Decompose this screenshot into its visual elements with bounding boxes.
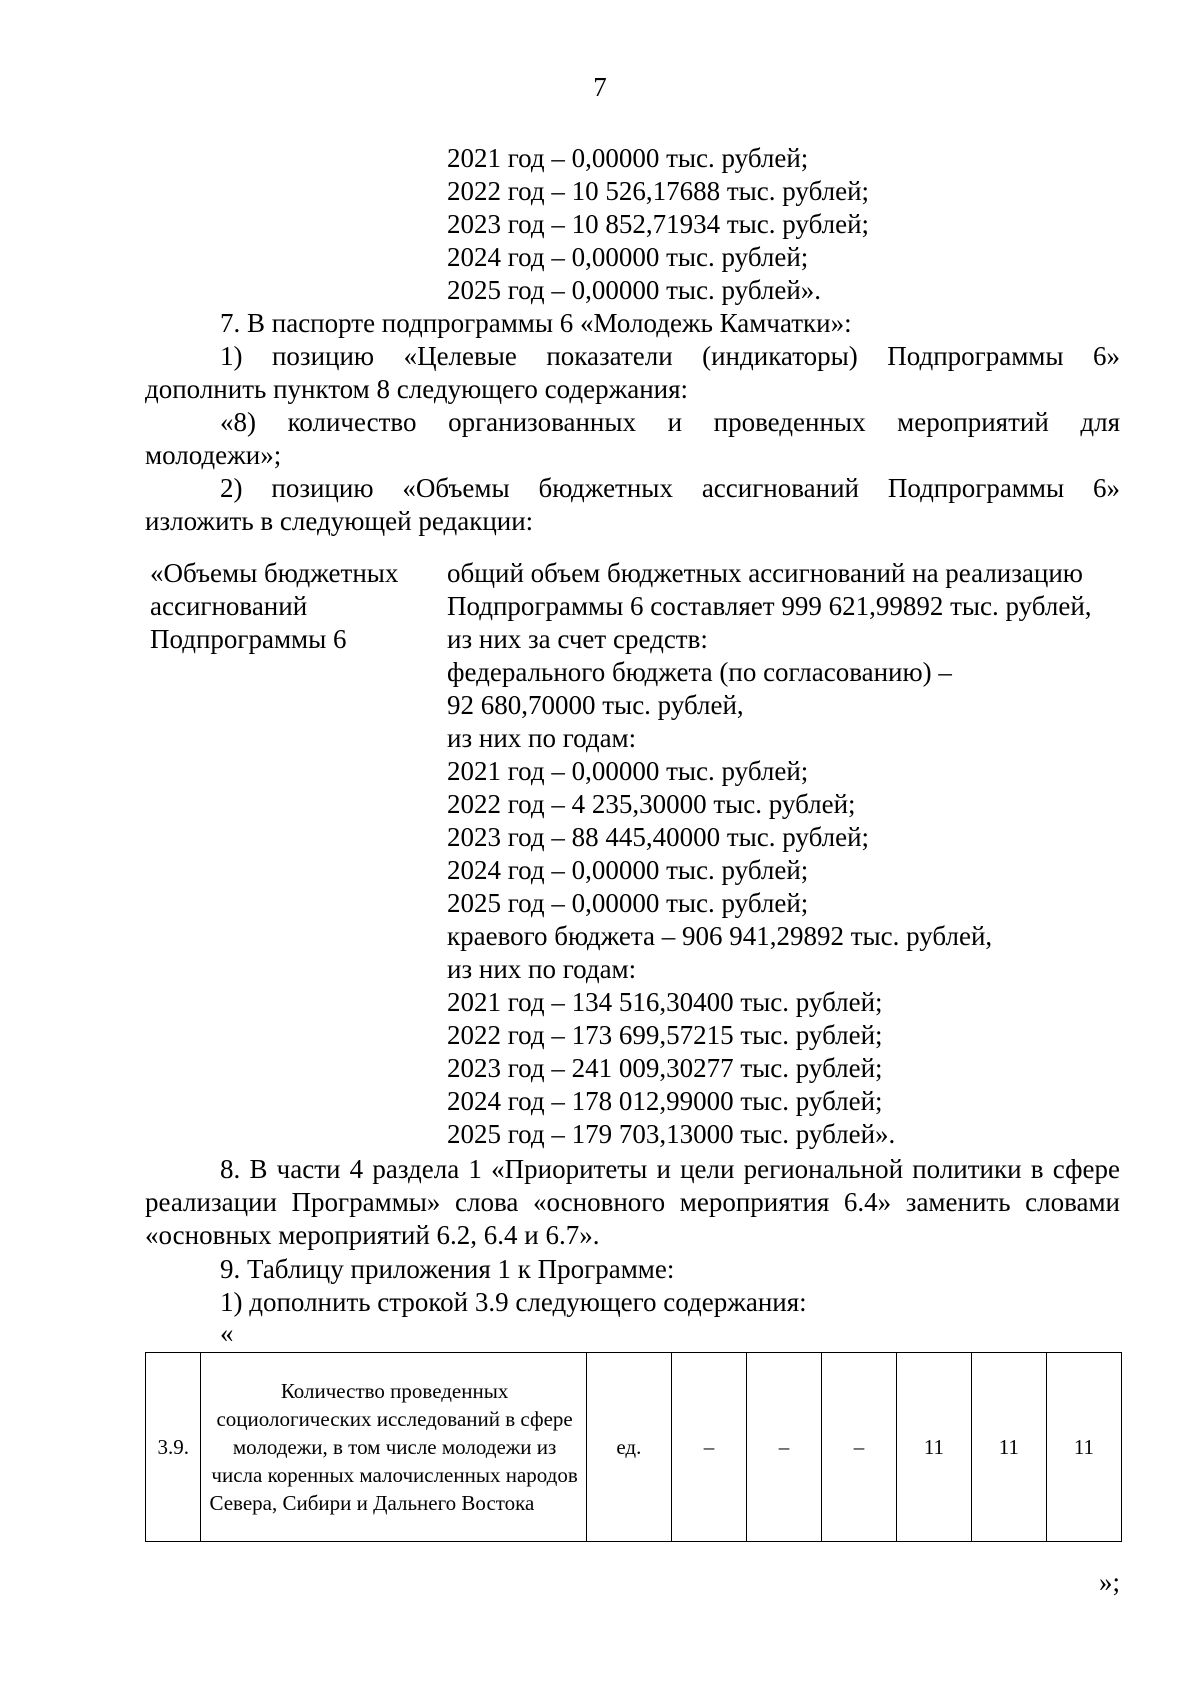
value-cell: – <box>671 1353 746 1542</box>
item-8-line1: 8. В части 4 раздела 1 «Приоритеты и цели региональной политики в сфере <box>220 1154 1120 1184</box>
item-7 <box>145 307 1120 538</box>
item-9-sub1: 1) дополнить строкой 3.9 следующего содержания: <box>220 1287 807 1317</box>
passport-line: Подпрограммы 6 составляет 999 621,99892 тыс. рублей, <box>447 591 1092 621</box>
year-line: 2023 год – 10 852,71934 тыс. рублей; <box>447 209 870 239</box>
value-cell: 11 <box>1046 1353 1121 1542</box>
passport-line: из них за счет средств: <box>447 624 708 654</box>
item-9-heading: 9. Таблицу приложения 1 к Программе: <box>220 1254 675 1284</box>
item-7-quote8-first: «8) количество организованных и проведенных мероприятий для <box>220 407 1120 437</box>
passport-line: 2023 год – 88 445,40000 тыс. рублей; <box>447 822 870 852</box>
passport-line: 2021 год – 134 516,30400 тыс. рублей; <box>447 987 883 1017</box>
program-table-row <box>145 1352 1122 1542</box>
passport-line: федерального бюджета (по согласованию) – <box>447 657 952 687</box>
passport-line: 2022 год – 4 235,30000 тыс. рублей; <box>447 789 856 819</box>
passport-line: 2025 год – 0,00000 тыс. рублей; <box>447 888 809 918</box>
value-cell: – <box>746 1353 821 1542</box>
table-row <box>146 1353 1122 1542</box>
passport-label-line: «Объемы бюджетных <box>150 558 399 588</box>
passport-line: общий объем бюджетных ассигнований на реализацию <box>447 558 1083 588</box>
passport-line: 2024 год – 0,00000 тыс. рублей; <box>447 855 809 885</box>
item-7-sub2-first: 2) позицию «Объемы бюджетных ассигнований Подпрограммы 6» <box>220 473 1120 503</box>
passport-label <box>150 557 420 656</box>
passport-line: краевого бюджета – 906 941,29892 тыс. рублей, <box>447 921 993 951</box>
row-number-cell: 3.9. <box>146 1353 201 1542</box>
passport-content <box>447 557 1137 1151</box>
item-8-line2: реализации Программы» слова «основного мероприятия 6.4» заменить словами <box>145 1187 1120 1217</box>
year-line: 2021 год – 0,00000 тыс. рублей; <box>447 143 809 173</box>
value-cell: 11 <box>896 1353 971 1542</box>
passport-label-line: Подпрограммы 6 <box>150 624 347 654</box>
indicator-name-cell: Количество проведенных социологических исследований в сфере молодежи, в том числе молодежи из числа коренных малочисленных народов Севера, Сибири и Дальнего Востока <box>201 1353 586 1542</box>
value-cell: 11 <box>971 1353 1046 1542</box>
item-7-sub2-rest: изложить в следующей редакции: <box>145 506 534 536</box>
open-quote: « <box>220 1318 234 1348</box>
passport-line: 92 680,70000 тыс. рублей, <box>447 690 744 720</box>
item-8 <box>145 1153 1120 1252</box>
unit-cell: ед. <box>586 1353 671 1542</box>
year-line: 2025 год – 0,00000 тыс. рублей». <box>447 275 822 305</box>
item-7-quote8-rest: молодежи»; <box>145 440 282 470</box>
item-7-heading: 7. В паспорте подпрограммы 6 «Молодежь Камчатки»: <box>220 308 852 338</box>
passport-line: 2023 год – 241 009,30277 тыс. рублей; <box>447 1053 883 1083</box>
item-7-sub1-rest: дополнить пунктом 8 следующего содержания: <box>145 374 689 404</box>
year-line: 2022 год – 10 526,17688 тыс. рублей; <box>447 176 870 206</box>
year-line: 2024 год – 0,00000 тыс. рублей; <box>447 242 809 272</box>
passport-line: 2025 год – 179 703,13000 тыс. рублей». <box>447 1119 896 1149</box>
passport-line: из них по годам: <box>447 723 637 753</box>
item-8-line3: «основных мероприятий 6.2, 6.4 и 6.7». <box>145 1220 600 1250</box>
passport-line: 2022 год – 173 699,57215 тыс. рублей; <box>447 1020 883 1050</box>
passport-label-line: ассигнований <box>150 591 308 621</box>
passport-line: 2024 год – 178 012,99000 тыс. рублей; <box>447 1086 883 1116</box>
page-number: 7 <box>593 72 607 102</box>
item-9 <box>145 1253 1120 1319</box>
passport-line: из них по годам: <box>447 954 637 984</box>
item-7-sub1-first: 1) позицию «Целевые показатели (индикаторы) Подпрограммы 6» <box>220 341 1120 371</box>
closing-quote: »; <box>1098 1567 1120 1597</box>
value-cell: – <box>821 1353 896 1542</box>
previous-years-list <box>447 142 869 307</box>
passport-line: 2021 год – 0,00000 тыс. рублей; <box>447 756 809 786</box>
